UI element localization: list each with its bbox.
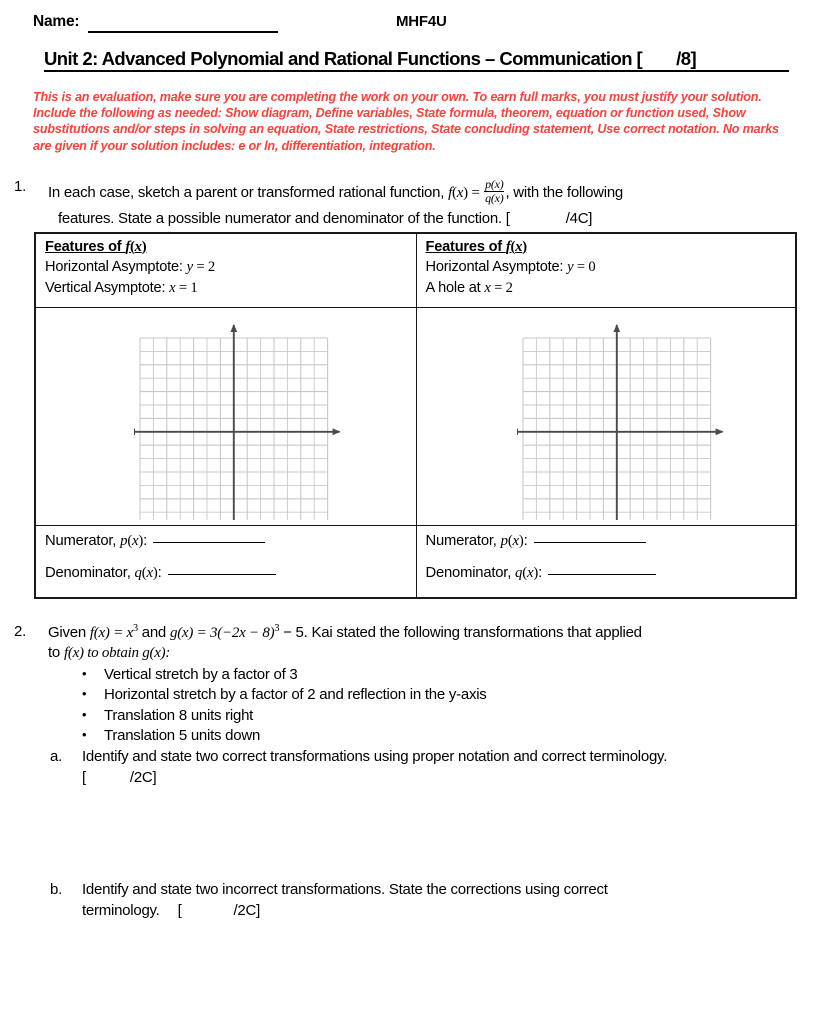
question-1-number: 1.: [14, 178, 27, 195]
coordinate-grid-right[interactable]: [517, 320, 727, 520]
question-2-line-1: Given $f(x) = x^3$ and $g(x) = 3(-2x - 8)^3 - 5$. Kai stated the following transformations that applied: [48, 623, 642, 641]
numerator-blank-left[interactable]: [153, 542, 265, 543]
question-1-line-2: [58, 210, 818, 227]
denominator-line-left: Denominator, q(x):: [45, 565, 276, 582]
q1-mark: /4C]: [565, 210, 593, 227]
part-b-label: b.: [50, 881, 63, 898]
part-a-mark: [ /2C]: [82, 769, 157, 786]
features-heading-right: Features of f(x): [425, 239, 527, 255]
table-row-answers: [36, 526, 795, 597]
table-row-features: [36, 234, 795, 307]
title-mark: /8]: [676, 48, 697, 69]
q1-fraction-denominator: q(x): [485, 190, 504, 205]
features-table: [34, 232, 797, 599]
page-title: [44, 49, 789, 72]
list-item: • Translation 5 units down: [78, 726, 487, 746]
coordinate-grid-left[interactable]: [134, 320, 344, 520]
part-a-text: Identify and state two correct transformations using proper notation and correct terminology.: [82, 748, 668, 765]
q1-fraction: [484, 178, 504, 205]
instructions-text: This is an evaluation, make sure you are completing the work on your own. To earn full marks, you must justify your solution. Include the following as needed: Show diagram, Define variables, State formula, theorem, equation or function used, Show substitutions and/or steps in solving an equation, State restrictions, State concluding statement, Use correct notation. No marks are given if your solution includes: e or ln, differentiation, integration.: [33, 90, 779, 153]
q1-text-line2: features. State a possible numerator and denominator of the function. [: [58, 210, 510, 227]
page-header: [0, 10, 833, 36]
graph-wrap-right: [417, 308, 796, 525]
features-heading-left: Features of f(x): [45, 239, 147, 255]
q1-paren-open: (: [451, 184, 457, 201]
numerator-line-right: Numerator, p(x):: [426, 533, 646, 550]
table-cell-graph-left: [36, 308, 416, 525]
transformations-list: [78, 665, 487, 747]
denominator-blank-left[interactable]: [168, 574, 276, 575]
denominator-blank-right[interactable]: [548, 574, 656, 575]
part-b-mark: terminology. [ /2C]: [82, 902, 261, 919]
feature-hole-right: A hole at x = 2: [425, 280, 513, 296]
question-2-number: 2.: [14, 623, 27, 640]
q1-x-symbol: x: [456, 184, 464, 201]
table-cell-graph-right: [416, 308, 796, 525]
q1-text-d: , with the following: [505, 183, 624, 201]
part-b-text: Identify and state two incorrect transformations. State the corrections using correct: [82, 881, 608, 898]
table-cell-answers-right: [416, 526, 796, 597]
title-text: Unit 2: Advanced Polynomial and Rational Functions – Communication [: [44, 48, 643, 69]
list-item: • Translation 8 units right: [78, 706, 487, 726]
name-label: Name:: [33, 13, 80, 30]
feature-horizontal-asymptote-right: Horizontal Asymptote: y = 0: [425, 259, 596, 275]
feature-vertical-asymptote-left: Vertical Asymptote: x = 1: [45, 280, 198, 296]
q1-text-a: In each case, sketch a parent or transformed rational function,: [48, 183, 449, 201]
question-2-line-2: to f(x) to obtain g(x):: [48, 644, 171, 661]
list-item: • Horizontal stretch by a factor of 2 and reflection in the y-axis: [78, 685, 487, 705]
table-row-graphs: [36, 307, 795, 526]
table-cell-answers-left: [36, 526, 416, 597]
numerator-line-left: Numerator, p(x):: [45, 533, 265, 550]
list-item: • Vertical stretch by a factor of 3: [78, 665, 487, 685]
course-code: MHF4U: [396, 13, 447, 30]
feature-horizontal-asymptote-left: Horizontal Asymptote: y = 2: [45, 259, 215, 275]
denominator-line-right: Denominator, q(x):: [426, 565, 657, 582]
part-a-label: a.: [50, 748, 63, 765]
q1-equals: ) =: [463, 184, 484, 201]
numerator-blank-right[interactable]: [534, 542, 646, 543]
graph-wrap-left: [36, 308, 416, 525]
question-1-line-1: [48, 178, 808, 205]
q1-f-symbol: f: [448, 184, 452, 201]
q1-fraction-numerator: p(x): [485, 177, 504, 191]
name-blank-line: [88, 31, 278, 33]
table-cell-features-right: [416, 234, 796, 307]
table-cell-features-left: [36, 234, 416, 307]
